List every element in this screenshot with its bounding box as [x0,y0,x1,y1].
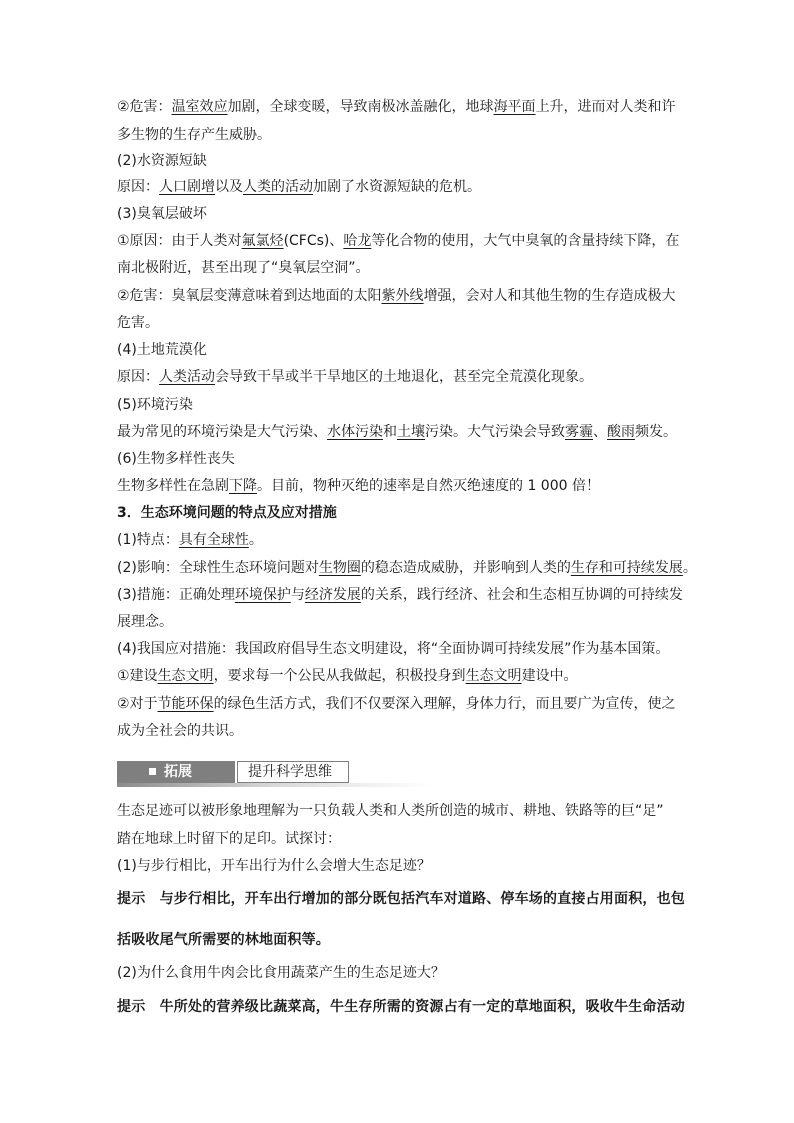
section-heading: (5)环境污染 [117,397,193,413]
paragraph-line: 生态足迹可以被形象地理解为一只负载人类和人类所创造的城市、耕地、铁路等的巨“足” [117,803,664,819]
paragraph-line [117,177,481,197]
section-heading: (6)生物多样性丧失 [117,451,235,467]
text: 原因： [117,179,159,195]
banner-tab [117,761,235,783]
underlined-term: 温室效应 [171,99,228,115]
underlined-term: 酸雨 [607,424,635,440]
paragraph-line: (4)我国应对措施：我国政府倡导生态文明建设，将“全面协调可持续发展”作为基本国策。 [117,641,670,657]
section-heading: (2)水资源短缺 [117,153,207,169]
text: 。 [682,560,697,576]
paragraph-line [117,422,677,442]
text: ②对于 [117,696,158,712]
underlined-term: 紫外线 [381,288,424,304]
text: 与 [290,587,305,603]
paragraph-line: 展理念。 [117,614,173,630]
text: ，要求每一个公民从我做起，积极投身到 [213,668,466,684]
section-heading: (4)土地荒漠化 [117,342,207,358]
hint-answer: 提示 与步行相比，开车出行增加的部分既包括汽车对道路、停车场的直接占用面积，也包 [117,891,685,907]
underlined-term: 下降 [229,478,257,494]
text: ②危害： [117,99,172,115]
paragraph-line: 成为全社会的共识。 [117,723,243,739]
paragraph-line [117,476,600,496]
text: ①建设 [117,668,158,684]
banner-subtitle-box [237,761,349,783]
underlined-term: 海平面 [493,99,536,115]
text: 的稳态造成威胁，并影响到人类的 [360,560,571,576]
text: 。 [248,532,263,548]
paragraph-line [117,530,263,550]
paragraph-line: 危害。 [117,315,159,331]
paragraph-line [117,585,683,605]
underlined-term: 具有全球性 [178,532,249,548]
underlined-term: 生态文明 [157,668,214,684]
text: 生物多样性在急剧 [117,478,229,494]
text: 会导致干旱或半干旱地区的土地退化，甚至完全荒漠化现象。 [215,369,593,385]
underlined-term: 雾霾 [565,424,593,440]
text: (2)影响：全球性生态环境问题对 [117,560,319,576]
question: (1)与步行相比，开车出行为什么会增大生态足迹？ [117,858,431,874]
banner-label: 拓展 [164,764,192,780]
text: ②危害：臭氧层变薄意味着到达地面的太阳 [117,288,382,304]
paragraph-line [117,286,676,306]
paragraph-line [117,558,697,578]
text: 上升，进而对人类和许 [535,99,676,115]
text: ①原因：由于人类对 [117,233,242,249]
underlined-term: 环境保护 [234,587,291,603]
text: 最为常见的环境污染是大气污染、 [117,424,327,440]
banner-underline [117,783,432,787]
text: 原因： [117,369,159,385]
text: 、 [593,424,607,440]
paragraph-line [117,666,578,686]
underlined-term: 经济发展 [304,587,361,603]
text: (1)特点： [117,532,179,548]
underlined-term: 生存和可持续发展 [570,560,683,576]
underlined-term: 氟氯烃 [241,233,284,249]
text: 的绿色生活方式，我们不仅要深入理解，身体力行，而且要广为宣传，使之 [213,696,676,712]
hint-answer: 括吸收尾气所需要的林地面积等。 [117,932,330,948]
underlined-term: 人口剧增 [159,179,215,195]
numbered-heading: 3．生态环境问题的特点及应对措施 [117,505,337,521]
underlined-term: 节能环保 [157,696,214,712]
paragraph-line [117,367,593,387]
text: 的关系，践行经济、社会和生态相互协调的可持续发 [360,587,683,603]
square-bullet-icon [149,768,156,775]
paragraph-line [117,231,679,251]
underlined-term: 哈龙 [343,233,372,249]
underlined-term: 水体污染 [327,424,383,440]
question: (2)为什么食用牛肉会比食用蔬菜产生的生态足迹大？ [117,965,445,981]
text: 增强，会对人和其他生物的生存造成极大 [423,288,676,304]
text: 等化合物的使用，大气中臭氧的含量持续下降，在 [371,233,680,249]
text: 加剧了水资源短缺的危机。 [313,179,481,195]
underlined-term: 土壤 [397,424,425,440]
text: 污染。大气污染会导致 [425,424,565,440]
text: 建设中。 [521,668,578,684]
paragraph-line: 多生物的生存产生威胁。 [117,127,271,143]
underlined-term: 人类活动 [159,369,215,385]
text: 频发。 [635,424,677,440]
underlined-term: 生态文明 [465,668,522,684]
text: 和 [383,424,397,440]
text: 。目前，物种灭绝的速率是自然灭绝速度的 1 000 倍！ [257,478,600,494]
text: (3)措施：正确处理 [117,587,235,603]
underlined-term: 人类的活动 [243,179,313,195]
paragraph-line [117,694,676,714]
section-heading: (3)臭氧层破坏 [117,206,207,222]
text: 加剧，全球变暖，导致南极冰盖融化，地球 [227,99,494,115]
paragraph-line [117,97,676,117]
section-banner [117,761,432,787]
paragraph-line: 南北极附近，甚至出现了“臭氧层空洞”。 [117,260,370,276]
hint-answer: 提示 牛所处的营养级比蔬菜高，牛生存所需的资源占有一定的草地面积，吸收牛生命活动 [117,999,685,1015]
text: 以及 [215,179,243,195]
text: (CFCs)、 [283,233,344,249]
underlined-term: 生物圈 [318,560,361,576]
banner-subtitle: 提升科学思维 [248,764,332,780]
paragraph-line: 踏在地球上时留下的足印。试探讨： [117,831,341,847]
